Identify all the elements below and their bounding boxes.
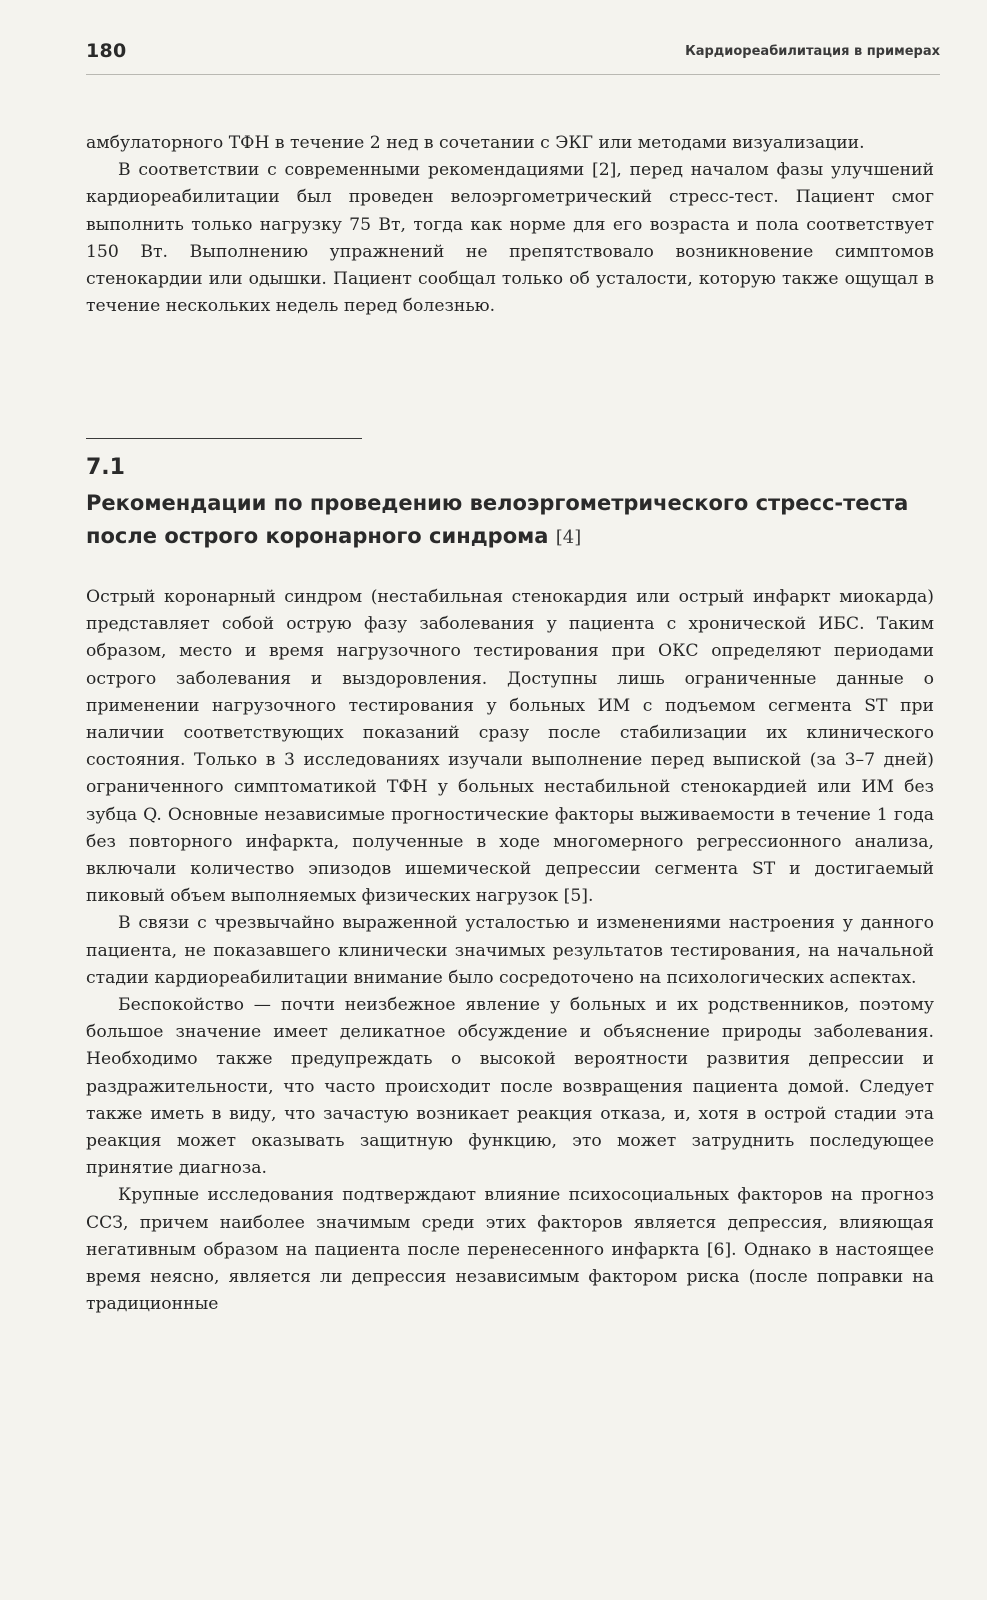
section-text-block [86, 584, 934, 1318]
header-divider [86, 74, 940, 75]
page-number: 180 [86, 40, 127, 62]
section-title: Рекомендации по проведению велоэргометрического стресс-теста после острого коронарного синдрома [86, 491, 909, 548]
section-reference: [4] [555, 527, 582, 548]
paragraph: В связи с чрезвычайно выраженной усталостью и изменениями настроения у данного пациента, не показавшего клинически значимых результатов тестирования, на начальной стадии кардиореабилитации внимание было сосредоточено на психологических аспектах. [86, 913, 934, 988]
running-head [86, 40, 940, 64]
section-divider [86, 438, 362, 439]
paragraph: амбулаторного ТФН в течение 2 нед в сочетании с ЭКГ или методами визуализации. [86, 133, 865, 153]
paragraph: В соответствии с современными рекомендациями [2], перед началом фазы улучшений кардиореабилитации был проведен велоэргометрический стресс-тест. Пациент смог выполнить только нагрузку 75 Вт, тогда как норме для его возраста и пола соответствует 150 Вт. Выполнению упражнений не препятствовало возникновение симптомов стенокардии или одышки. Пациент сообщал только об усталости, которую также ощущал в течение нескольких недель перед болезнью. [86, 160, 934, 317]
paragraph: Крупные исследования подтверждают влияние психосоциальных факторов на прогноз ССЗ, причем наиболее значимым среди этих факторов является депрессия, влияющая негативным образом на пациента после перенесенного инфаркта [6]. Однако в настоящее время неясно, является ли депрессия независимым фактором риска (после поправки на традиционные [86, 1185, 934, 1315]
section-number: 7.1 [86, 455, 125, 480]
section-heading [86, 487, 936, 554]
paragraph: Беспокойство — почти неизбежное явление у больных и их родственников, поэтому большое значение имеет деликатное обсуждение и объяснение природы заболевания. Необходимо также предупреждать о высокой вероятности развития депрессии и раздражительности, что часто происходит после возвращения пациента домой. Следует также иметь в виду, что зачастую возникает реакция отказа, и, хотя в острой стадии эта реакция может оказывать защитную функцию, это может затруднить последующее принятие диагноза. [86, 995, 934, 1179]
paragraph: Острый коронарный синдром (нестабильная стенокардия или острый инфаркт миокарда) представляет собой острую фазу заболевания у пациента с хронической ИБС. Таким образом, место и время нагрузочного тестирования при ОКС определяют периодами острого заболевания и выздоровления. Доступны лишь ограниченные данные о применении нагрузочного тестирования у больных ИМ с подъемом сегмента ST при наличии соответствующих показаний сразу после стабилизации их клинического состояния. Только в 3 исследованиях изучали выполнение перед выпиской (за 3–7 дней) ограниченного симптоматикой ТФН у больных нестабильной стенокардией или ИМ без зубца Q. Основные независимые прогностические факторы выживаемости в течение 1 года без повторного инфаркта, полученные в ходе многомерного регрессионного анализа, включали количество эпизодов ишемической депрессии сегмента ST и достигаемый пиковый объем выполняемых физических нагрузок [5]. [86, 587, 934, 907]
intro-text-block [86, 130, 934, 320]
running-title: Кардиореабилитация в примерах [685, 44, 940, 59]
